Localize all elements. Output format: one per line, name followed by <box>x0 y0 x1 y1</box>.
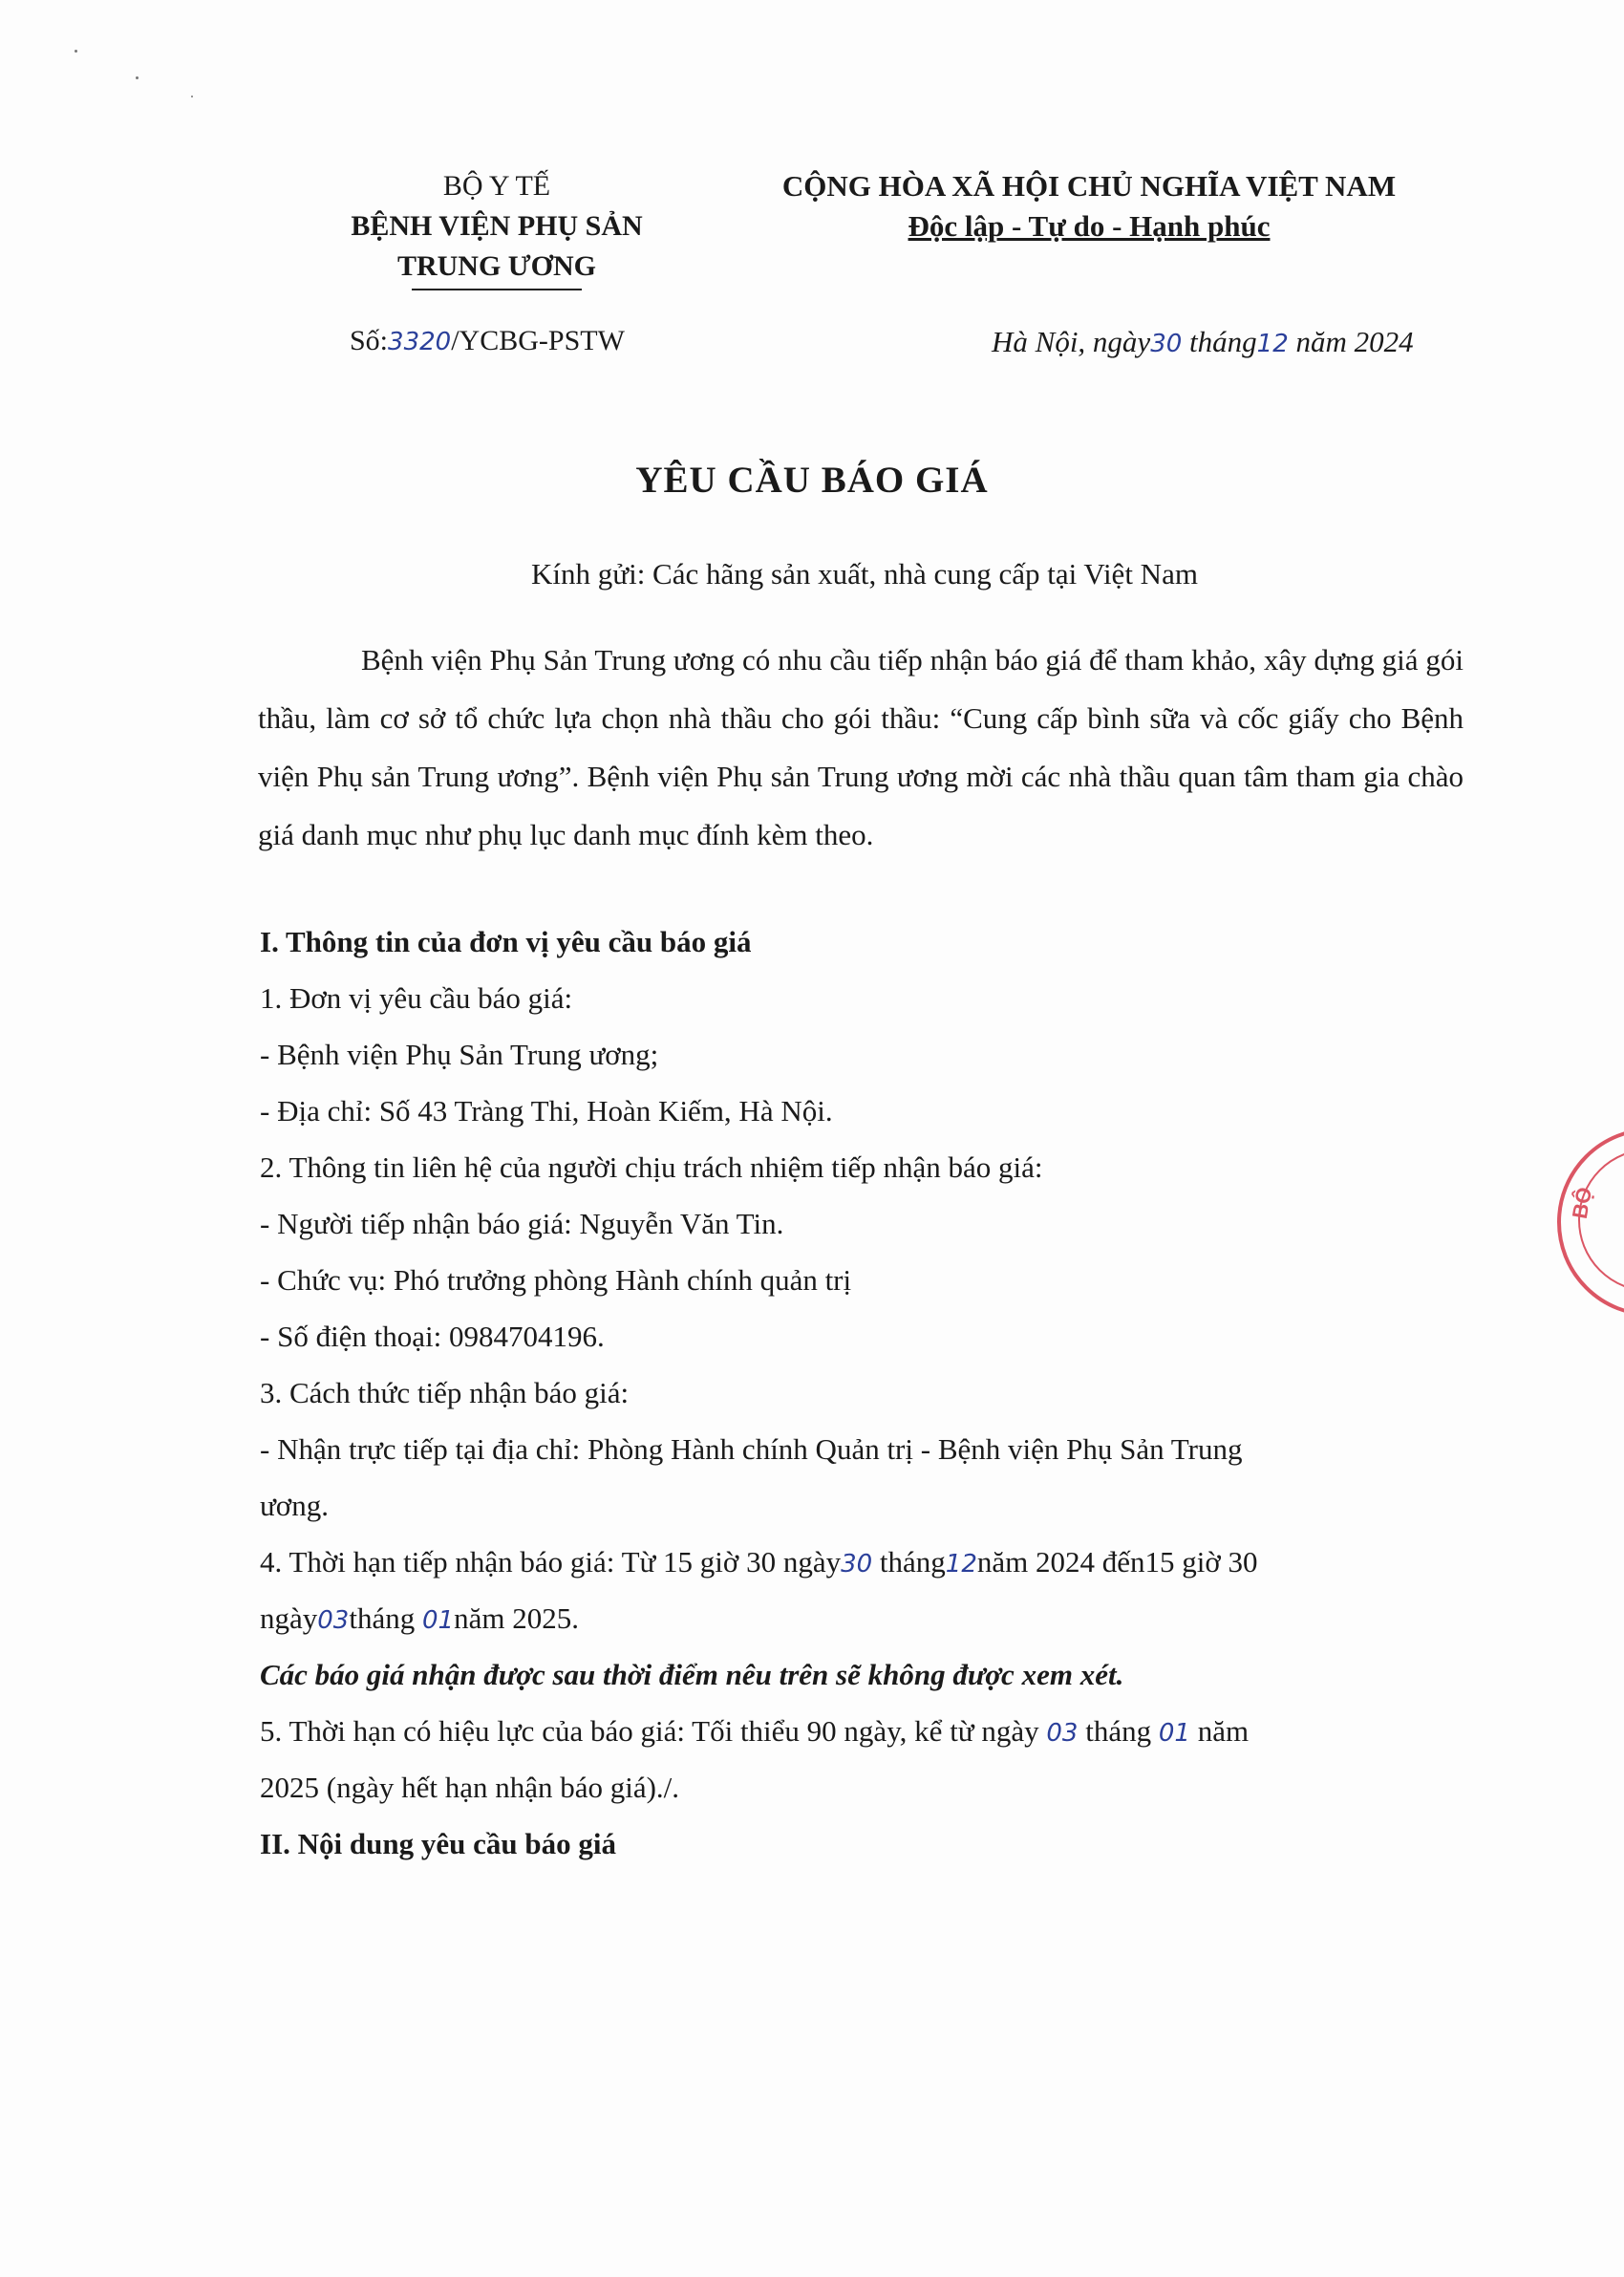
unit-name: - Bệnh viện Phụ Sản Trung ương; <box>260 1038 659 1071</box>
item4-day-handwritten: 30 <box>841 1550 873 1579</box>
item4-text-f: năm 2025. <box>454 1601 579 1635</box>
doc-number-suffix: /YCBG-PSTW <box>451 325 625 356</box>
item3-label: 3. Cách thức tiếp nhận báo giá: <box>260 1376 630 1409</box>
item2-label: 2. Thông tin liên hệ của người chịu trách nhiệm tiếp nhận báo giá: <box>260 1150 1043 1184</box>
item4-text-d: ngày <box>260 1601 318 1635</box>
scan-speck <box>136 76 139 79</box>
unit-address: - Địa chỉ: Số 43 Tràng Thi, Hoàn Kiếm, Hà Nội. <box>260 1094 833 1128</box>
receiver-name: - Người tiếp nhận báo giá: Nguyễn Văn Tin. <box>260 1207 784 1240</box>
method-line2: ương. <box>260 1489 329 1522</box>
nation-name: CỘNG HÒA XÃ HỘI CHỦ NGHĨA VIỆT NAM <box>781 169 1397 203</box>
item5-line2: 2025 (ngày hết hạn nhận báo giá)./. <box>260 1771 680 1804</box>
official-seal <box>1557 1128 1624 1317</box>
item1-label: 1. Đơn vị yêu cầu báo giá: <box>260 981 573 1015</box>
receiver-phone: - Số điện thoại: 0984704196. <box>260 1320 605 1353</box>
document-number <box>350 325 625 357</box>
nation-header <box>736 166 1442 247</box>
doc-number-handwritten: 3320 <box>388 328 452 356</box>
scan-speck <box>75 50 77 53</box>
method-line1: - Nhận trực tiếp tại địa chỉ: Phòng Hành chính Quản trị - Bệnh viện Phụ Sản Trung <box>260 1432 1243 1466</box>
item4-month-handwritten: 12 <box>945 1550 977 1579</box>
item4-line1 <box>260 1545 1258 1579</box>
national-motto: Độc lập - Tự do - Hạnh phúc <box>908 209 1271 243</box>
item4-day2-handwritten: 03 <box>317 1606 350 1635</box>
section2-heading: II. Nội dung yêu cầu báo giá <box>260 1827 616 1860</box>
seal-inner-ring <box>1578 1149 1624 1292</box>
hospital-name-line1: BỆNH VIỆN PHỤ SẢN <box>351 210 643 242</box>
scan-speck <box>191 96 193 97</box>
item5-text-a: 5. Thời hạn có hiệu lực của báo giá: Tối thiểu 90 ngày, kể từ ngày <box>260 1714 1039 1748</box>
item4-text-e: tháng <box>349 1601 422 1635</box>
item5-text-b: tháng <box>1085 1714 1152 1748</box>
section1-heading: I. Thông tin của đơn vị yêu cầu báo giá <box>260 925 752 958</box>
hospital-name-line2: TRUNG ƯƠNG <box>396 250 597 282</box>
document-title: YÊU CẦU BÁO GIÁ <box>635 460 989 501</box>
receiver-position: - Chức vụ: Phó trưởng phòng Hành chính quản trị <box>260 1263 852 1297</box>
date-year: năm 2024 <box>1295 325 1414 358</box>
item4-line2 <box>260 1601 579 1636</box>
item5-day-handwritten: 03 <box>1046 1719 1079 1748</box>
date-month-handwritten: 12 <box>1256 330 1289 358</box>
recipient-line: Kính gửi: Các hãng sản xuất, nhà cung cấp tại Việt Nam <box>531 557 1198 591</box>
seal-text: BỘ <box>1567 1185 1597 1221</box>
item5-month-handwritten: 01 <box>1158 1719 1190 1748</box>
deadline-note: Các báo giá nhận được sau thời điểm nêu trên sẽ không được xem xét. <box>260 1658 1124 1691</box>
item4-text-b: tháng <box>879 1545 946 1579</box>
date-line <box>992 325 1414 359</box>
doc-number-prefix: Số: <box>350 325 389 356</box>
item5-line1 <box>260 1714 1249 1749</box>
intro-paragraph: Bệnh viện Phụ Sản Trung ương có nhu cầu tiếp nhận báo giá để tham khảo, xây dựng giá gói thầu, làm cơ sở tổ chức lựa chọn nhà thầu cho gói thầu: “Cung cấp bình sữa và cốc giấy cho Bệnh viện Phụ sản Trung ương”. Bệnh viện Phụ sản Trung ương mời các nhà thầu quan tâm tham gia chào giá danh mục như phụ lục danh mục đính kèm theo. <box>258 643 1464 851</box>
item4-text-a: 4. Thời hạn tiếp nhận báo giá: Từ 15 giờ 30 ngày <box>260 1545 842 1579</box>
issuer-header <box>306 166 688 290</box>
header-underline <box>412 289 582 290</box>
date-place: Hà Nội, ngày <box>992 325 1151 358</box>
date-month-label: tháng <box>1189 325 1257 358</box>
item5-text-c: năm <box>1197 1714 1250 1748</box>
item4-text-c: năm 2024 đến15 giờ 30 <box>976 1545 1258 1579</box>
date-day-handwritten: 30 <box>1150 330 1183 358</box>
item4-month2-handwritten: 01 <box>421 1606 455 1635</box>
ministry-name: BỘ Y TẾ <box>442 170 551 202</box>
